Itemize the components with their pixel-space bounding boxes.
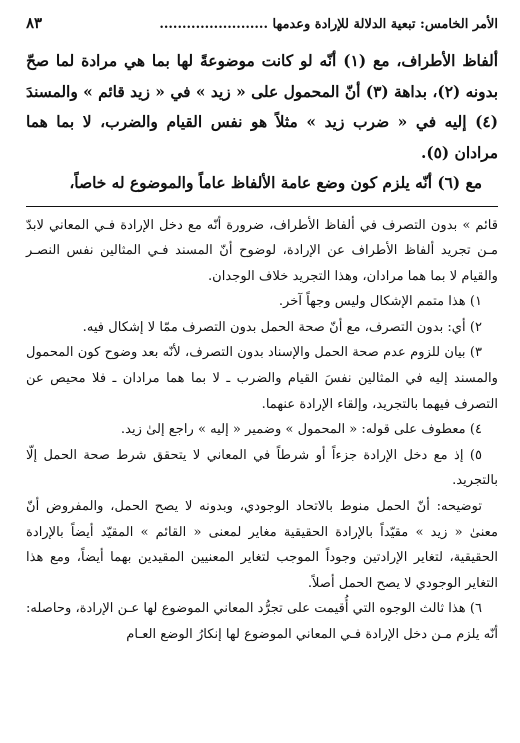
main-paragraph: مع (٦) أنّه يلزم كون وضع عامة الألفاظ عاماً والموضوع له خاصاً، xyxy=(69,174,482,192)
footnote-6: ٦) هذا ثالث الوجوه التي أُقيمت على تجرُّد المعاني الموضوع لها عـن الإرادة، وحاصله: أنّه يلزم مـن دخل الإرادة فـي المعاني الموضوع لها إنكارُ الوضع العـام xyxy=(26,601,498,642)
page-header xyxy=(26,14,498,38)
footnote-3: ٣) بيان للزوم عدم صحة الحمل والإسناد بدون التصرف، لأنّه بعد وضوح كون المحمول والمسند إليه في المثالين نفسَ القيام والضرب ـ لا بما هما مرادان ـ فلا محيص عن التصرف فيهما بالتجريد، وإلقاء الإرادة عنهما. xyxy=(26,345,498,412)
footnote-4: ٤) معطوف على قوله: « المحمول » وضمير « إليه » راجع إلىٰ زيد. xyxy=(120,422,482,438)
footnote-1: ١) هذا متمم الإشكال وليس وجهاً آخر. xyxy=(278,294,482,310)
footnote-2: ٢) أي: بدون التصرف، مع أنّ صحة الحمل بدون التصرف ممّا لا إشكال فيه. xyxy=(82,319,482,335)
footnote-5: ٥) إذ مع دخل الإرادة جزءاً أو شرطاً في المعاني لا يتحقق شرط صحة الحمل إلّا بالتجريد. xyxy=(26,447,498,489)
footnote-separator xyxy=(26,206,498,207)
main-paragraph: ألفاظ الأطراف، مع (١) أنّه لو كانت موضوعةً لها بما هي مرادة لما صحّ بدونه (٢)، بداهة (٣) أنّ المحمول على « زيد » في « زيد قائم » والمسندَ (٤) إليه في « ضرب زيد » مثلاً هو نفس القيام والضرب، لا بما هما مرادان (٥). xyxy=(26,52,498,162)
running-title: الأمر الخامس: تبعية الدلالة للإرادة وعدمها ........................ xyxy=(159,17,498,32)
page-number: ٨٣ xyxy=(26,14,43,32)
footnote-continuation: قائم » بدون التصرف في ألفاظ الأطراف، ضرورة أنّه مع دخل الإرادة فـي المعاني لابدّ مـن تجريد ألفاظ الأطراف عن الإرادة، لوضوح أنّ المسند فـي المثالين نفس النصـر والقيام لا بما هما مرادان، وهذا التجريد خلاف الوجدان. xyxy=(26,217,498,284)
main-text xyxy=(26,46,498,199)
footnotes xyxy=(26,213,498,648)
footnote-explanation: توضيحه: أنّ الحمل منوط بالاتحاد الوجودي، وبدونه لا يصح الحمل، والمفروض أنّ معنىٰ « زيد » مقيّداً بالإرادة الحقيقية مغاير لمعنى « القائم » المقيّد أيضاً بالإرادة الحقيقية، لتغاير الإرادتين وجوداً الموجب لتغاير المعنيين المقيدين بهما أيضاً، ومع هذا التغاير الوجودي لا يصح الحمل أصلاً. xyxy=(26,499,498,591)
